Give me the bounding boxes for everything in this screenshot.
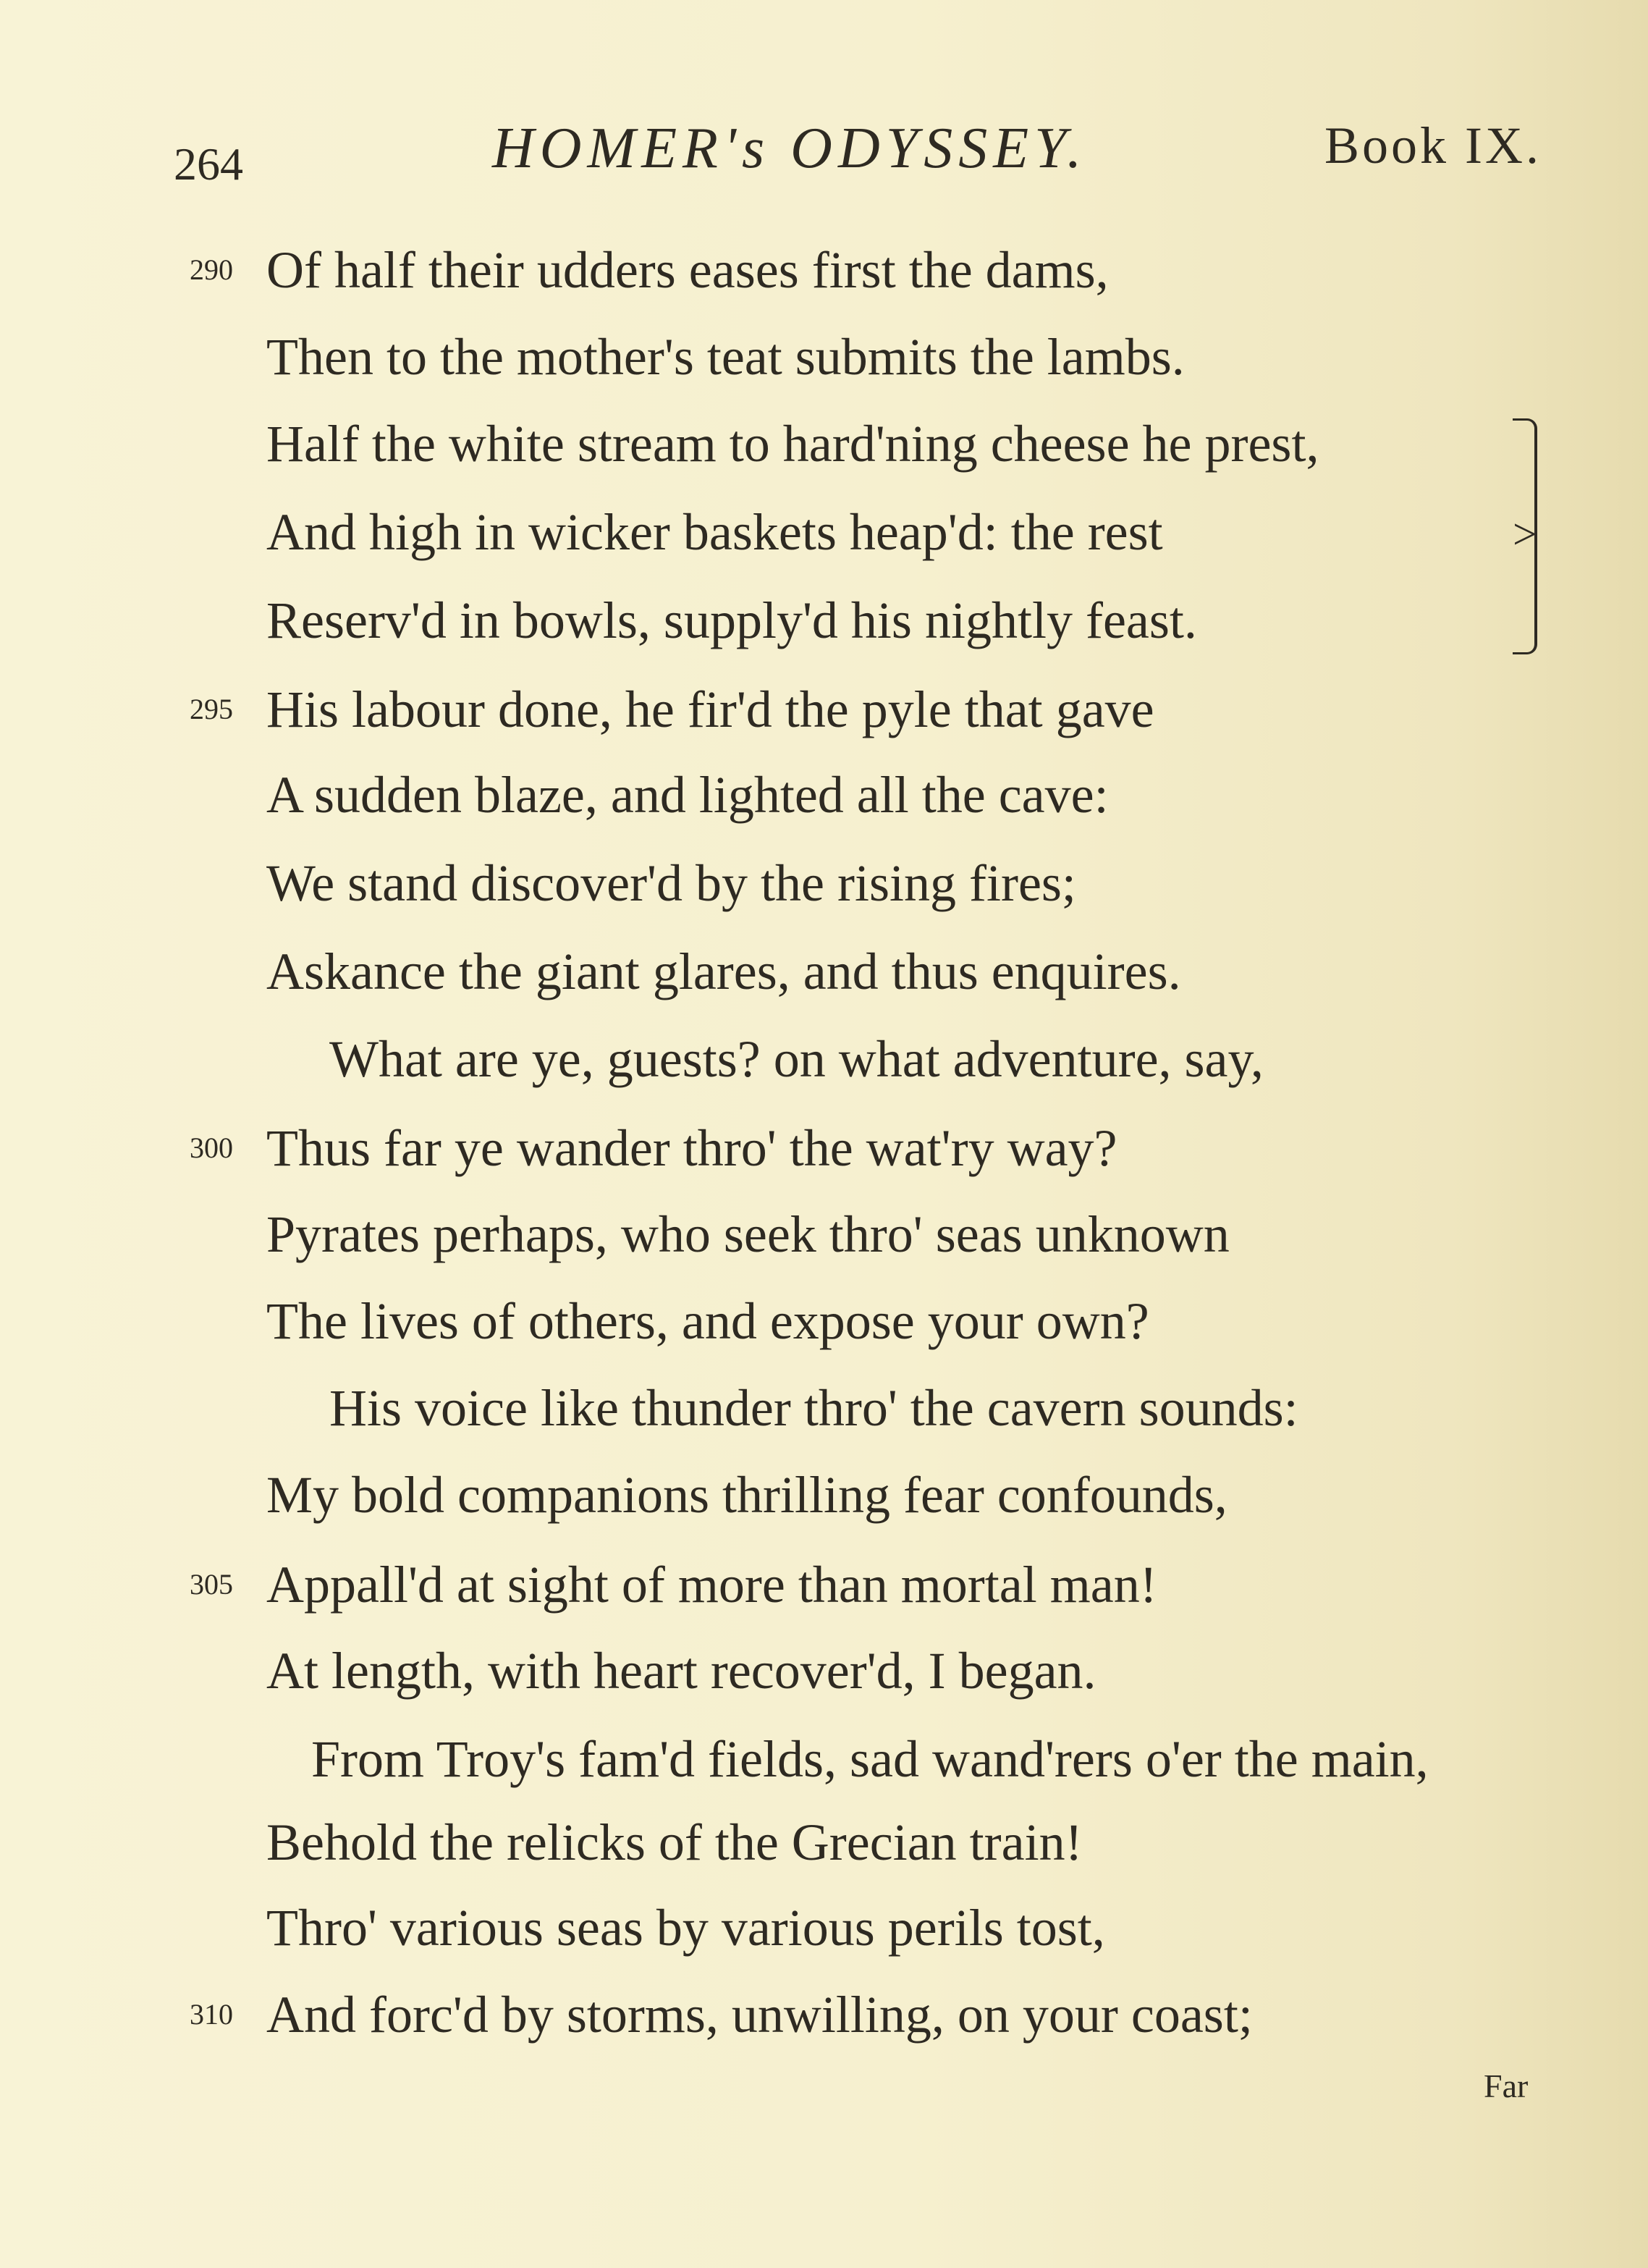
verse-line: Thus far ye wander thro' the wat'ry way? [266, 1119, 1117, 1177]
triplet-brace-point: > [1513, 510, 1537, 558]
verse-line: From Troy's fam'd fields, sad wand'rers o'er the main, [311, 1730, 1429, 1788]
line-number: 305 [190, 1568, 233, 1601]
verse-line: Thro' various seas by various perils tost, [266, 1899, 1105, 1957]
verse-line: Behold the relicks of the Grecian train! [266, 1813, 1083, 1871]
line-number: 290 [190, 253, 233, 286]
line-number: 300 [190, 1131, 233, 1164]
running-title: HOMER's ODYSSEY. [492, 117, 1088, 180]
verse-line: Askance the giant glares, and thus enquires. [266, 943, 1181, 1000]
catchword: Far [1484, 2067, 1529, 2104]
verse-line: My bold companions thrilling fear confounds, [266, 1466, 1227, 1524]
verse-line: His labour done, he fir'd the pyle that gave [266, 680, 1154, 738]
verse-line: What are ye, guests? on what adventure, say, [329, 1030, 1264, 1088]
verse-line: Of half their udders eases first the dams, [266, 241, 1109, 299]
verse-line: And high in wicker baskets heap'd: the rest [266, 503, 1163, 561]
verse-line: At length, with heart recover'd, I began. [266, 1642, 1096, 1700]
book-label: Book IX. [1324, 117, 1542, 174]
page-number: 264 [174, 138, 243, 190]
verse-line: Half the white stream to hard'ning cheese he prest, [266, 415, 1319, 473]
verse-line: Reserv'd in bowls, supply'd his nightly feast. [266, 591, 1197, 649]
line-number: 295 [190, 693, 233, 725]
verse-line: We stand discover'd by the rising fires; [266, 854, 1076, 912]
page-header [174, 116, 1542, 195]
verse-line: His voice like thunder thro' the cavern sounds: [329, 1379, 1298, 1437]
verse-line: The lives of others, and expose your own? [266, 1292, 1149, 1350]
line-number: 310 [190, 1998, 233, 2031]
verse-line: A sudden blaze, and lighted all the cave: [266, 766, 1109, 824]
verse-line: Appall'd at sight of more than mortal man! [266, 1556, 1157, 1614]
verse-line: Then to the mother's teat submits the lambs. [266, 328, 1185, 386]
verse-line: And forc'd by storms, unwilling, on your coast; [266, 1986, 1253, 2044]
verse-line: Pyrates perhaps, who seek thro' seas unknown [266, 1205, 1230, 1263]
